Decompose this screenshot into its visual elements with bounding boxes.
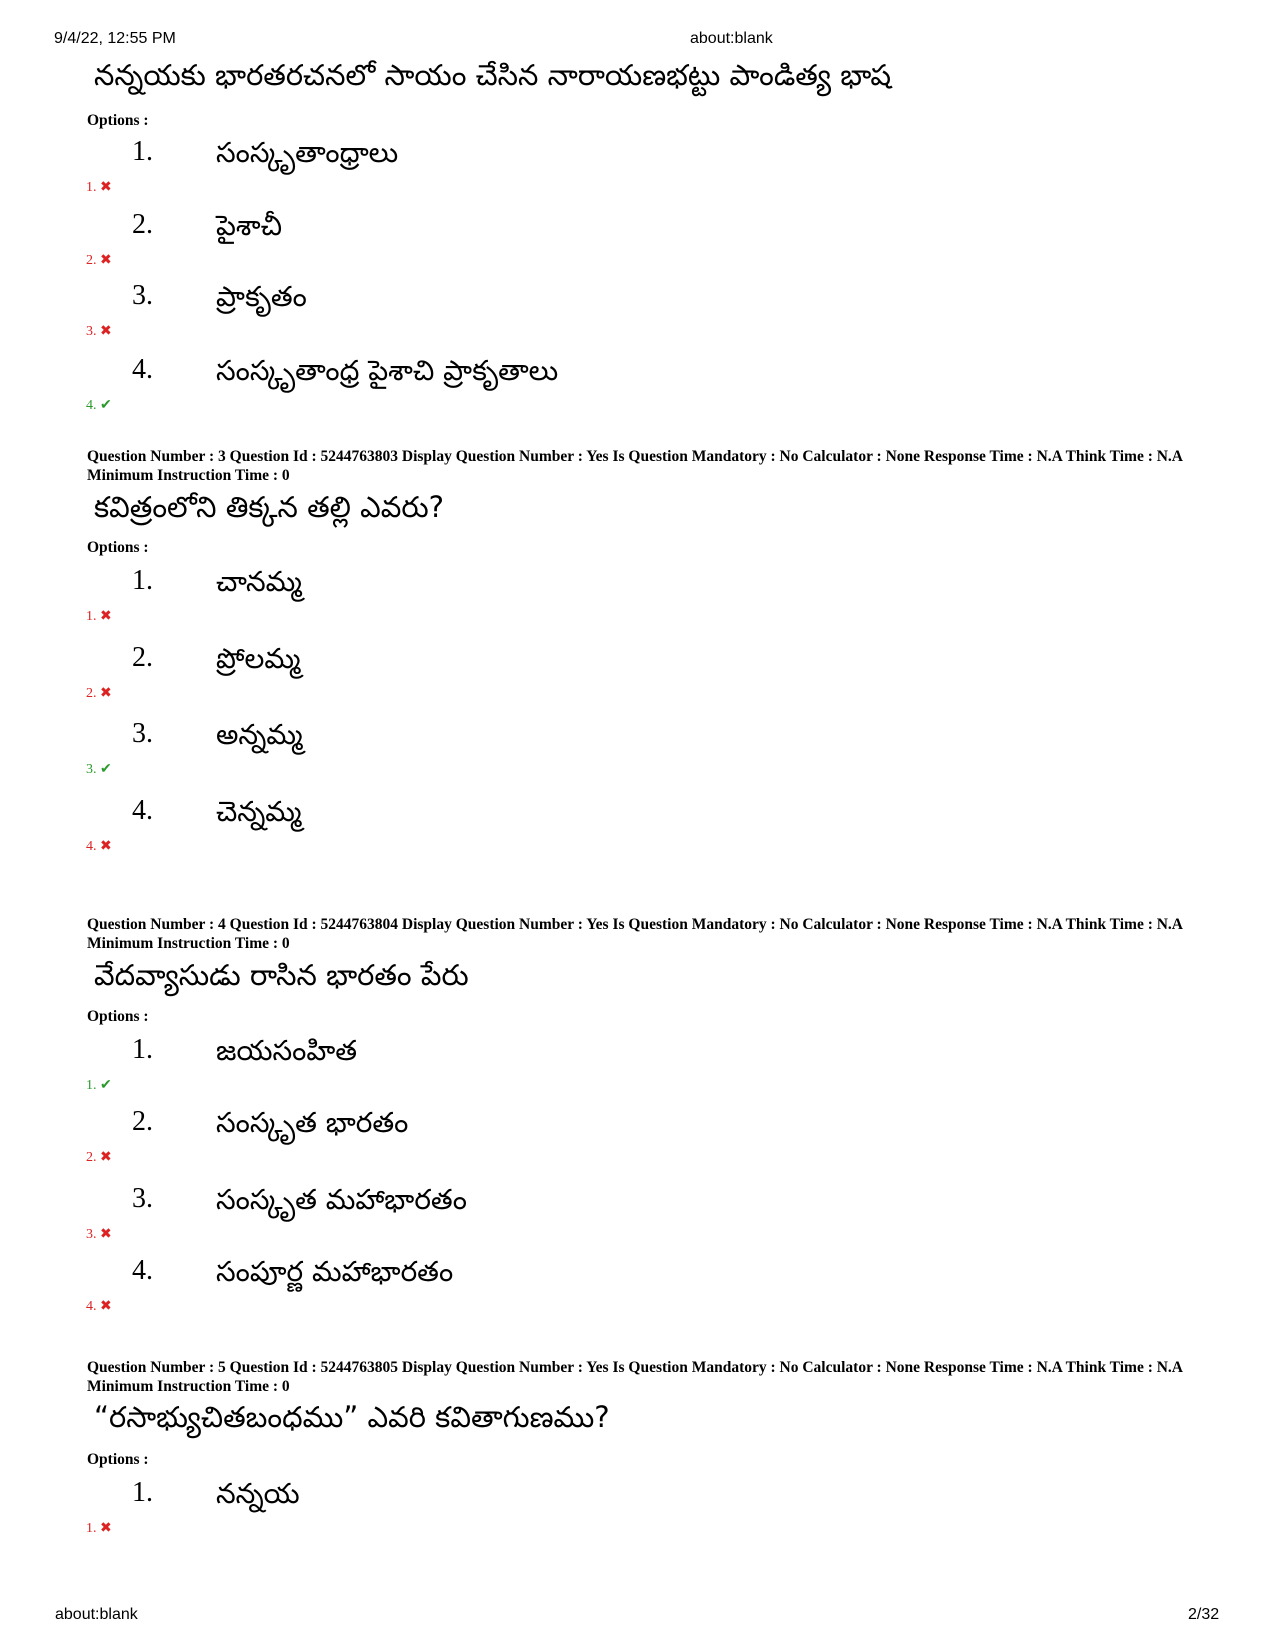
option-marker: 1. ✖ [86, 609, 112, 624]
option-item [86, 1183, 786, 1243]
options-label: Options : [87, 539, 149, 556]
option-number: 4. [132, 1255, 153, 1286]
question-meta: Question Number : 5 Question Id : 5244763805 Display Question Number : Yes Is Question Mandatory : No Calculator : None Response Time : N.A Think Time : N.A Minimum Instruction Time : 0 [87, 1359, 1183, 1395]
option-item [86, 136, 786, 196]
options-label: Options : [87, 1008, 149, 1025]
option-number: 2. [132, 642, 153, 673]
option-text: నన్నయ [216, 1477, 300, 1510]
option-text: సంస్కృత మహాభారతం [216, 1183, 467, 1216]
option-number: 4. [132, 795, 153, 826]
check-icon: ✔ [100, 398, 112, 413]
option-item [86, 1255, 786, 1315]
option-marker: 2. ✖ [86, 1150, 112, 1165]
option-item [86, 642, 786, 702]
print-datetime: 9/4/22, 12:55 PM [54, 30, 176, 47]
option-marker: 2. ✖ [86, 253, 112, 268]
options-label: Options : [87, 112, 149, 129]
option-text: సంపూర్ణ మహాభారతం [216, 1255, 454, 1288]
question-text: వేదవ్యాసుడు రాసిన భారతం పేరు [94, 958, 469, 992]
option-text: ప్రోలమ్మ [216, 642, 301, 675]
option-item [86, 795, 786, 855]
option-text: అన్నమ్మ [216, 718, 303, 751]
question-text: నన్నయకు భారతరచనలో సాయం చేసిన నారాయణభట్టు పాండిత్య భాష [94, 58, 892, 92]
options-label: Options : [87, 1451, 149, 1468]
option-number: 2. [132, 209, 153, 240]
option-number: 1. [132, 1477, 153, 1508]
option-text: సంస్కృతాంధ్రాలు [216, 136, 399, 169]
option-number: 3. [132, 280, 153, 311]
option-text: సంస్కృత భారతం [216, 1106, 409, 1139]
option-text: జయసంహిత [216, 1034, 358, 1067]
option-number: 1. [132, 1034, 153, 1065]
option-text: చానమ్మ [216, 565, 302, 598]
option-marker: 4. ✔ [86, 398, 112, 413]
option-item [86, 1106, 786, 1166]
option-marker: 1. ✔ [86, 1078, 112, 1093]
option-number: 1. [132, 565, 153, 596]
option-number: 3. [132, 1183, 153, 1214]
page-title: about:blank [690, 30, 773, 47]
cross-icon: ✖ [100, 686, 112, 701]
option-marker: 4. ✖ [86, 1299, 112, 1314]
option-marker: 3. ✔ [86, 762, 112, 777]
option-item [86, 565, 786, 625]
option-marker: 1. ✖ [86, 1521, 112, 1536]
option-item [86, 209, 786, 269]
option-number: 1. [132, 136, 153, 167]
question-meta: Question Number : 3 Question Id : 5244763803 Display Question Number : Yes Is Question Mandatory : No Calculator : None Response Time : N.A Think Time : N.A Minimum Instruction Time : 0 [87, 448, 1183, 484]
option-marker: 2. ✖ [86, 686, 112, 701]
cross-icon: ✖ [100, 1299, 112, 1314]
option-marker: 3. ✖ [86, 1227, 112, 1242]
option-item [86, 280, 786, 340]
option-marker: 3. ✖ [86, 324, 112, 339]
option-item [86, 718, 786, 778]
option-item [86, 354, 786, 414]
check-icon: ✔ [100, 762, 112, 777]
check-icon: ✔ [100, 1078, 112, 1093]
cross-icon: ✖ [100, 324, 112, 339]
question-text: కవిత్రంలోని తిక్కన తల్లి ఎవరు? [94, 490, 445, 524]
option-text: ప్రాకృతం [216, 280, 307, 313]
option-marker: 1. ✖ [86, 180, 112, 195]
cross-icon: ✖ [100, 1227, 112, 1242]
option-number: 2. [132, 1106, 153, 1137]
question-text: “రసాభ్యుచితబంధము” ఎవరి కవితాగుణము? [94, 1400, 610, 1434]
cross-icon: ✖ [100, 839, 112, 854]
option-item [86, 1034, 786, 1094]
option-item [86, 1477, 786, 1537]
cross-icon: ✖ [100, 609, 112, 624]
option-number: 3. [132, 718, 153, 749]
page-number: 2/32 [1188, 1606, 1220, 1623]
option-text: చెన్నమ్మ [216, 795, 302, 828]
footer-url: about:blank [55, 1606, 138, 1623]
option-text: సంస్కృతాంధ్ర పైశాచి ప్రాకృతాలు [216, 354, 559, 387]
option-number: 4. [132, 354, 153, 385]
cross-icon: ✖ [100, 180, 112, 195]
cross-icon: ✖ [100, 253, 112, 268]
cross-icon: ✖ [100, 1150, 112, 1165]
cross-icon: ✖ [100, 1521, 112, 1536]
question-meta: Question Number : 4 Question Id : 5244763804 Display Question Number : Yes Is Question Mandatory : No Calculator : None Response Time : N.A Think Time : N.A Minimum Instruction Time : 0 [87, 916, 1183, 952]
option-text: పైశాచీ [216, 209, 283, 242]
option-marker: 4. ✖ [86, 839, 112, 854]
